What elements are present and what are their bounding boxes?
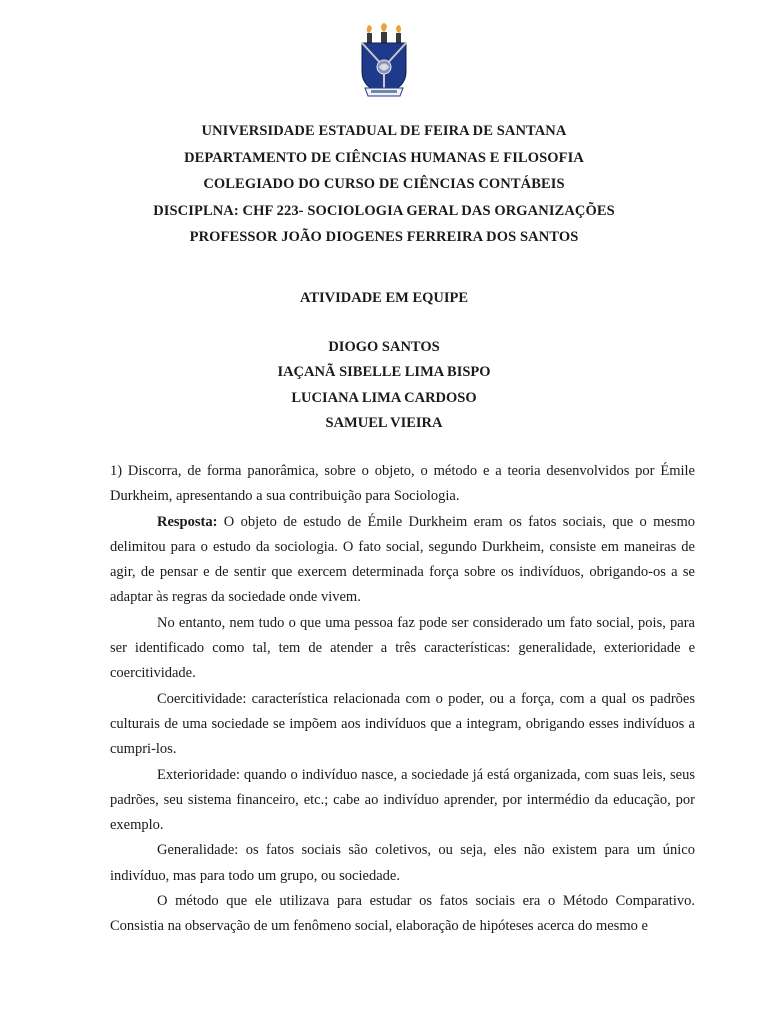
header-professor: PROFESSOR JOÃO DIOGENES FERREIRA DOS SANTOS [189,229,579,245]
team-member: IAÇANÃ SIBELLE LIMA BISPO [277,364,491,381]
answer-paragraph: O método que ele utilizava para estudar os fatos sociais era o Método Comparativo. Consistia na observação de um fenômeno social, elaboração de hipóteses acerca do mesmo e [110,893,695,935]
team-member: LUCIANA LIMA CARDOSO [291,389,477,406]
answer-paragraph: Exterioridade: quando o indivíduo nasce, a sociedade já está organizada, com suas leis, seus padrões, seu sistema financeiro, etc.; cabe ao indivíduo aprender, por intermédio da educação, por exemplo. [110,766,695,834]
header-department: DEPARTAMENTO DE CIÊNCIAS HUMANAS E FILOSOFIA [184,149,584,166]
header-course: COLEGIADO DO CURSO DE CIÊNCIAS CONTÁBEIS [203,176,565,192]
document-body [110,459,695,940]
university-logo-icon [359,22,409,102]
torch-right-icon [396,25,401,43]
team-member: SAMUEL VIEIRA [325,414,443,431]
answer-paragraph: Generalidade: os fatos sociais são coletivos, ou seja, eles não existem para um único indivíduo, mas para todo um grupo, ou sociedade. [110,842,695,884]
team-members [0,335,768,436]
header-discipline: DISCIPLNA: CHF 223- SOCIOLOGIA GERAL DAS ORGANIZAÇÕES [153,202,615,219]
answer-label: Resposta: [157,513,218,530]
answer-first-text: O objeto de estudo de Émile Durkheim eram os fatos sociais, que o mesmo delimitou para o estudo da sociologia. O fato social, segundo Durkheim, consiste em maneiras de agir, de pensar e de sentir que exercem determinada força sobre os indivíduos, obrigando-os a se adaptar às regras da sociedade onde vivem. [110,513,695,606]
answer-paragraph: No entanto, nem tudo o que uma pessoa faz pode ser considerado um fato social, pois, para ser identificado como tal, tem de atender a três características: generalidade, exterioridade e coercitividade. [110,614,695,682]
torch-left-icon [367,25,372,43]
answer-paragraph: Coercitividade: característica relacionada com o poder, ou a força, com a qual os padrões culturais de uma sociedade se impõem aos indivíduos que a integram, obrigando esses indivíduos a cumpri-los. [110,690,695,758]
team-member: DIOGO SANTOS [328,339,440,355]
question-text: 1) Discorra, de forma panorâmica, sobre o objeto, o método e a teoria desenvolvidos por Émile Durkheim, apresentando a sua contribuição para Sociologia. [110,463,695,505]
activity-title: ATIVIDADE EM EQUIPE [299,290,469,306]
header-university: UNIVERSIDADE ESTADUAL DE FEIRA DE SANTANA [201,123,567,139]
answer-first-paragraph [110,510,695,611]
institution-header [0,118,768,251]
torch-center-icon [381,23,387,43]
